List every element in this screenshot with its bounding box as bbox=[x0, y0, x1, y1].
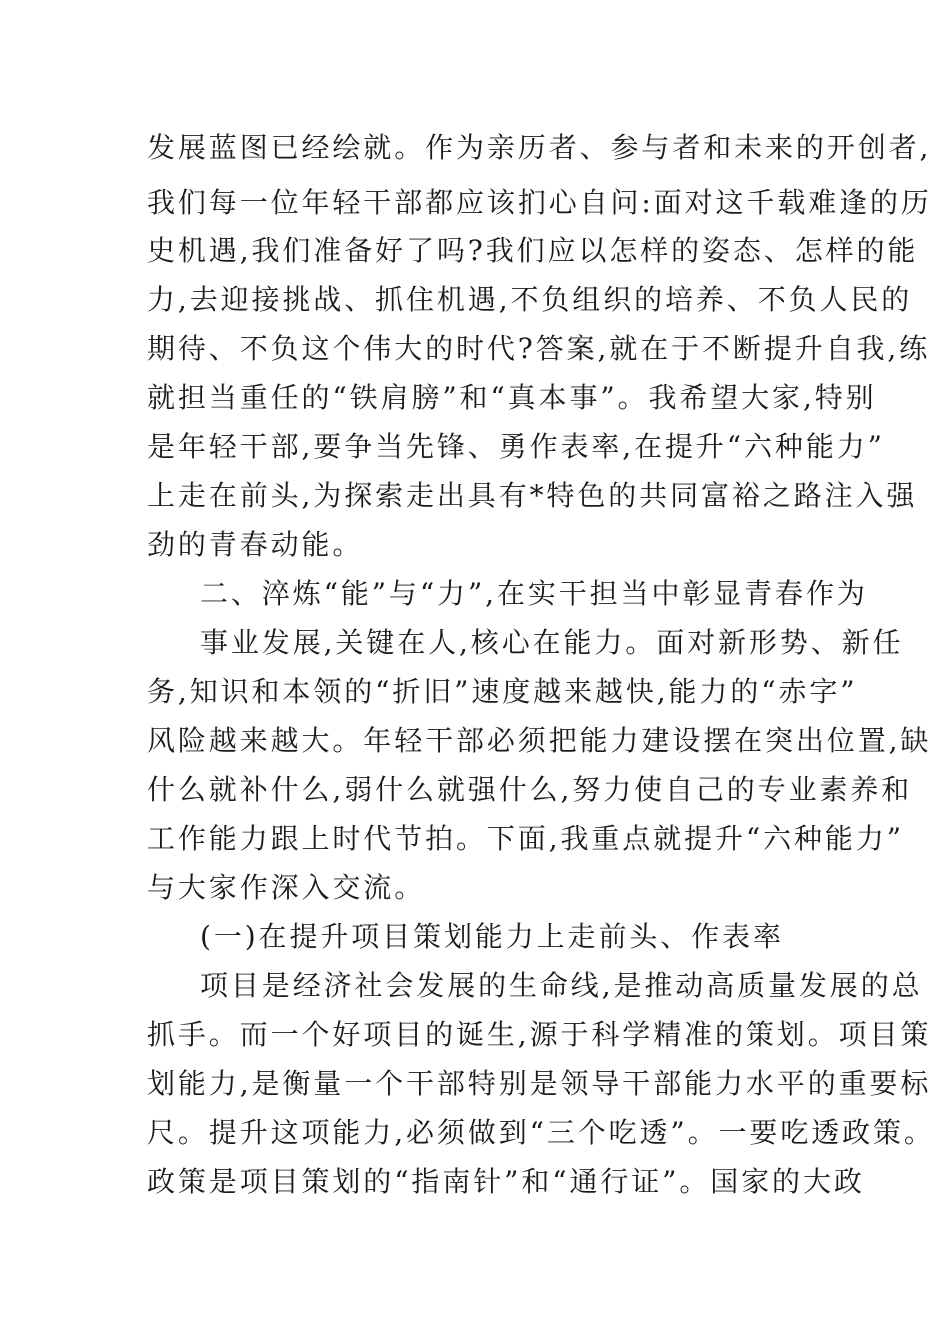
text-line: 什么就补什么,弱什么就强什么,努力使自己的专业素养和 bbox=[147, 773, 913, 806]
text-line: 务,知识和本领的“折旧”速度越来越快,能力的“赤字” bbox=[147, 675, 858, 708]
text-line: 史机遇,我们准备好了吗?我们应以怎样的姿态、怎样的能 bbox=[147, 234, 919, 267]
text-line: 就担当重任的“铁肩膀”和“真本事”。我希望大家,特别 bbox=[147, 381, 877, 414]
text-line: 与大家作深入交流。 bbox=[147, 871, 426, 904]
text-line: 工作能力跟上时代节拍。下面,我重点就提升“六种能力” bbox=[147, 822, 904, 855]
text-line: 力,去迎接挑战、抓住机遇,不负组织的培养、不负人民的 bbox=[147, 283, 913, 316]
text-line: 政策是项目策划的“指南针”和“通行证”。国家的大政 bbox=[147, 1165, 865, 1198]
text-line: 风险越来越大。年轻干部必须把能力建设摆在突出位置,缺 bbox=[147, 724, 932, 757]
text-line: 我们每一位年轻干部都应该扪心自问:面对这千载难逢的历 bbox=[147, 186, 932, 219]
text-line: 项目是经济社会发展的生命线,是推动高质量发展的总 bbox=[200, 969, 923, 1002]
text-line: 上走在前头,为探索走出具有*特色的共同富裕之路注入强 bbox=[147, 479, 918, 512]
text-line: 劲的青春动能。 bbox=[147, 528, 364, 561]
text-line: 发展蓝图已经绘就。作为亲历者、参与者和未来的开创者, bbox=[147, 131, 932, 164]
text-line: 期待、不负这个伟大的时代?答案,就在于不断提升自我,练 bbox=[147, 332, 931, 365]
text-line: 是年轻干部,要争当先锋、勇作表率,在提升“六种能力” bbox=[147, 430, 885, 463]
subsection-heading: (一)在提升项目策划能力上走前头、作表率 bbox=[200, 920, 784, 953]
text-line: 事业发展,关键在人,核心在能力。面对新形势、新任 bbox=[200, 626, 904, 659]
text-line: 尺。提升这项能力,必须做到“三个吃透”。一要吃透政策。 bbox=[147, 1116, 935, 1149]
text-line: 抓手。而一个好项目的诞生,源于科学精准的策划。项目策 bbox=[147, 1018, 932, 1051]
section-heading: 二、淬炼“能”与“力”,在实干担当中彰显青春作为 bbox=[200, 577, 868, 610]
text-line: 划能力,是衡量一个干部特别是领导干部能力水平的重要标 bbox=[147, 1067, 932, 1100]
